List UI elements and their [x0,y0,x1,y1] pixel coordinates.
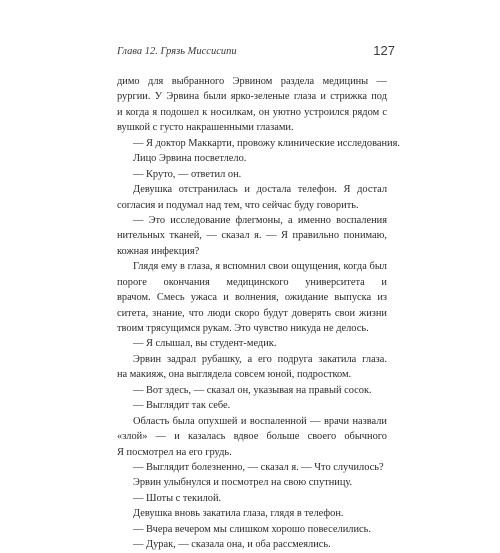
text-line: Я посмотрел на его грудь. [117,446,232,458]
text-line: пороге окончания медицинского университета и [117,276,387,288]
text-line: Глядя ему в глаза, я вспомнил свои ощущения, когда был [133,261,387,273]
text-line: — Дурак, — сказала она, и оба рассмеялись. [133,539,331,551]
text-line: «злой» — и казалась вдвое больше своего обычного [117,431,387,443]
text-line: вушкой с густо накрашенными глазами. [117,122,294,134]
text-line: димо для выбранного Эрвином раздела медицины — [117,76,387,87]
text-line: Эрвин задрал рубашку, а его подруга закатила глаза. [133,353,387,365]
text-line: твоим трясущимся рукам. Это чувство никуда не делось. [117,323,369,334]
text-line: Лицо Эрвина посветлело. [133,153,247,165]
text-line: — Я доктор Маккарти, провожу клинические исследования. [133,137,400,149]
text-line: Эрвин улыбнулся и посмотрел на свою спутницу. [133,477,353,489]
text-line: согласия и подумал над тем, что сейчас буду говорить. [117,199,359,211]
text-line: и когда я подошел к носилкам, он уютно устроился рядом с [117,106,387,118]
text-line: врачом. Смесь ужаса и волнения, ожидание выпуска из [117,292,387,304]
text-line: — Круто, — ответил он. [133,168,242,180]
text-line: — Шоты с текилой. [133,492,222,504]
chapter-title: Глава 12. Грязь Миссисипи [117,46,237,57]
running-head [117,43,395,60]
text-line: на макияж, она выглядела совсем юной, подростком. [117,369,352,381]
text-line: нительных тканей, — сказал я. — Я правильно понимаю, [117,230,387,242]
text-line: — Я слышал, вы студент-медик. [133,338,277,350]
text-line: — Выглядит так себе. [133,400,231,412]
text-line: Девушка вновь закатила глаза, глядя в телефон. [133,508,344,520]
text-line: ситета, знание, что люди скоро будут доверять свои жизни [117,307,387,319]
text-line: — Вот здесь, — сказал он, указывая на правый сосок. [133,384,372,396]
text-line: — Вчера вечером мы слишком хорошо повеселились. [133,523,371,535]
text-line: Область была опухшей и воспаленной — врачи назвали [133,415,387,427]
text-line: — Выглядит болезненно, — сказал я. — Что случилось? [133,461,384,473]
body-text [117,74,400,553]
text-line: рургии. У Эрвина были ярко-зеленые глаза и стрижка под [117,91,387,103]
text-line: — Это исследование флегмоны, а именно воспаления [133,214,387,226]
text-line: кожная инфекция? [117,245,200,257]
page-number: 127 [373,43,395,58]
text-line: Девушка отстранилась и достала телефон. Я достал [133,184,387,196]
